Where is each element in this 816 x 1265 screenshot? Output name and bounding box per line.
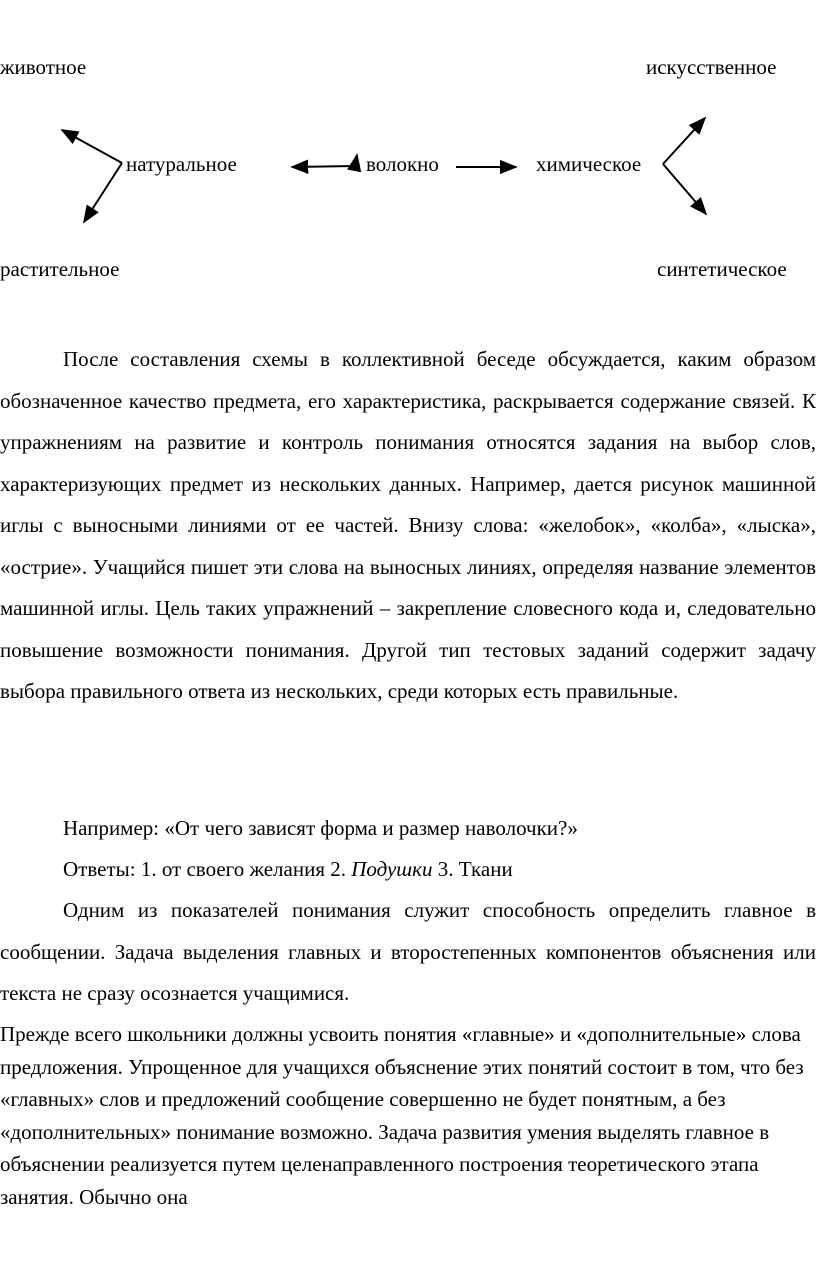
diagram-label-fiber: волокно xyxy=(366,152,439,176)
answers-prefix: Ответы: 1. от своего желания 2. xyxy=(63,857,352,881)
arrow-to-animal xyxy=(62,130,122,163)
paragraph-1: После составления схемы в коллективной беседе обсуждается, каким образом обозначенное качество предмета, его характеристика, раскрывается содержание связей. К упражнениям на развитие и контроль понимания относятся задания на выбор слов, характеризующих предмет из нескольких данных. Например, дается рисунок машинной иглы с выносными линиями от ее частей. Внизу слова: «желобок», «колба», «лыска», «острие». Учащийся пишет эти слова на выносных линиях, определяя название элементов машинной иглы. Цель таких упражнений – закрепление словесного кода и, следовательно повышение возможности понимания. Другой тип тестовых заданий содержит задачу выбора правильного ответа из нескольких, среди которых есть правильные. xyxy=(0,347,816,703)
arrow-to-artificial xyxy=(663,118,705,164)
answers-italic: Подушки xyxy=(351,857,433,881)
diagram-label-chemical: химическое xyxy=(536,152,642,176)
diagram-label-animal: животное xyxy=(0,55,87,79)
diagram-label-artificial: искусственное xyxy=(646,55,777,79)
arrow-to-plant xyxy=(84,163,122,222)
arrow-fiber-tick xyxy=(355,155,357,166)
answers-line xyxy=(63,857,513,881)
answers-suffix: 3. Ткани xyxy=(432,857,513,881)
diagram-label-natural: натуральное xyxy=(126,152,237,176)
diagram-label-plant: растительное xyxy=(0,257,120,281)
diagram-label-synthetic: синтетическое xyxy=(657,257,787,281)
paragraph-3: Прежде всего школьники должны усвоить понятия «главные» и «дополнительные» слова предложения. Упрощенное для учащихся объяснение этих понятий состоит в том, что без «главных» слов и предложений сообщение совершенно не будет понятным, а без «дополнительных» понимание возможно. Задача развития умения выделять главное в объяснении реализуется путем целенаправленного построения теоретического этапа занятия. Обычно она xyxy=(0,1022,804,1209)
paragraph-2: Одним из показателей понимания служит способность определить главное в сообщении. Задача выделения главных и второстепенных компонентов объяснения или текста не сразу осознается учащимися. xyxy=(0,898,816,1005)
diagram-arrows xyxy=(0,0,816,320)
arrow-fiber-to-natural xyxy=(292,166,355,167)
example-question: Например: «От чего зависят форма и размер наволочки?» xyxy=(63,816,578,840)
arrow-to-synthetic xyxy=(663,164,706,214)
